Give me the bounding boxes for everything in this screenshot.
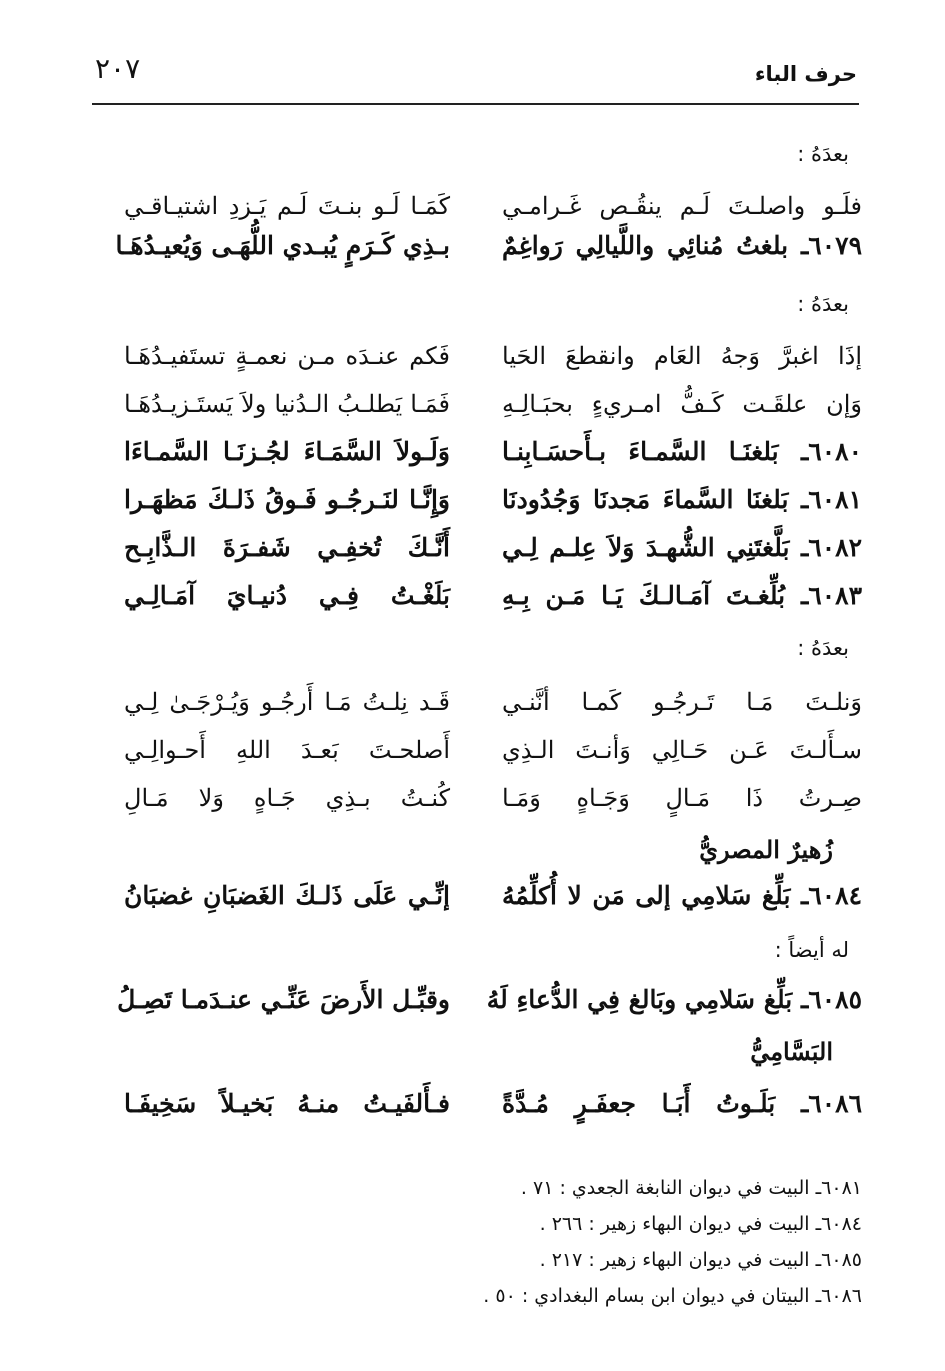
- verse-second-hemistich: وقبِّـل الأَرضَ عَنِّـي عنـدَمـا تَصِـلُ: [117, 985, 450, 1014]
- intro-label: بعدَهُ :: [797, 636, 849, 660]
- footnote: ٦٠٨١ـ البيت في ديوان النابغة الجعدي : ٧١ .: [520, 1177, 862, 1199]
- poet-name: زُهيرٌ المصريُّ: [699, 835, 833, 864]
- header-rule: [92, 103, 859, 105]
- verse-first-hemistich: سـأَلـتَ عَـن حَـالِي وَأنـتَ الـذِي: [502, 736, 862, 764]
- intro-label: بعدَهُ :: [797, 142, 849, 166]
- verse-line: [82, 336, 862, 376]
- verse-line-6081: [82, 480, 862, 520]
- verse-line: [82, 186, 862, 226]
- running-title: حرف الباء: [754, 62, 857, 86]
- verse-line-6082: [82, 528, 862, 568]
- verse-second-hemistich: إنِّـي عَلَى ذَلـكَ الغَضبَانِ غضبَانُ: [124, 881, 450, 910]
- verse-second-hemistich: وَلَـولاَ السَّمَـاءَ لجُـزنَـا السَّمـاءَا: [124, 437, 450, 466]
- verse-first-hemistich: إذَا اغبرَّ وَجهُ العَام وانقطعَ الحَيا: [502, 342, 862, 370]
- verse-line: [82, 730, 862, 770]
- verse-second-hemistich: وَإِنَّـا لنَـرجُـو فَـوقُ ذَلـكَ مَظهَـرا: [124, 485, 450, 514]
- verse-first-hemistich: ٦٠٨١ـ بَلغنَا السَّماءَ مَجدنَا وَجُدُودنَا: [502, 485, 862, 514]
- verse-second-hemistich: قَـد نِلـتُ مَـا أَرجُـو وَيُـرْجَـىٰ لِـي: [124, 688, 450, 716]
- verse-first-hemistich: وَنلـتَ مَـا تَـرجُـو كَمـا أنَّنـي: [502, 688, 862, 716]
- footnotes: [442, 1170, 862, 1314]
- footnote: ٦٠٨٥ـ البيت في ديوان البهاء زهير : ٢١٧ .: [539, 1249, 862, 1271]
- verse-first-hemistich: ٦٠٨٥ـ بَلِّغ سَلامِي وبَالغ فِي الدُّعاءِ لَهُ: [486, 985, 862, 1014]
- verse-line-6083: [82, 576, 862, 616]
- verse-line: [82, 384, 862, 424]
- verse-line-6084: [82, 876, 862, 916]
- verse-second-hemistich: أَنَّـكَ تُخفِـي شَفـرَةَ الـذَّابِـح: [124, 533, 450, 562]
- verse-first-hemistich: ٦٠٨٣ـ بُلِّغـتَ آمَـالـكَ يَـا مَـن بِـهِ: [502, 581, 862, 610]
- footnote: ٦٠٨٤ـ البيت في ديوان البهاء زهير : ٢٦٦ .: [539, 1213, 862, 1235]
- verse-second-hemistich: كَمَـا لَـو بنـتَ لَـم يَـزدِ اشتيـاقـي: [124, 192, 450, 220]
- verse-line-6080: [82, 432, 862, 472]
- verse-second-hemistich: فَمَـا يَطلـبُ الـدُنيا ولاَ يَستَـزيـدُهَـا: [124, 390, 450, 418]
- verse-first-hemistich: ٦٠٨٠ـ بَلغنَـا السَّمـاءَ بـأَحسَـابِنـا: [502, 437, 862, 466]
- verse-first-hemistich: ٦٠٨٢ـ بَلَّغتَنِي الشُّهـدَ وَلاَ عِلـم لِـي: [502, 533, 862, 562]
- verse-second-hemistich: فـأَلفَيـتُ منـهُ بَخيـلاً سَخِيفَـا: [124, 1089, 450, 1118]
- verse-first-hemistich: صِـرتُ ذَا مَـالٍ وَجَـاهٍ وَمَـا: [502, 784, 862, 812]
- verse-first-hemistich: ٦٠٨٤ـ بَلِّغ سَلامِي إلى مَن لا أُكلِّمُهُ: [502, 881, 862, 910]
- poet-name: البَسَّامِيُّ: [750, 1037, 833, 1066]
- verse-first-hemistich: فلَـو واصلـتَ لَـم ينقُـص غَـرامـي: [502, 192, 862, 220]
- verse-second-hemistich: فَكم عنـدَه مـن نعمـةٍ تستَفيـدُهَـا: [124, 342, 450, 370]
- verse-second-hemistich: كُنـتُ بـذِي جَـاهٍ وَلا مَـالِ: [124, 784, 450, 812]
- footnote: ٦٠٨٦ـ البيتان في ديوان ابن بسام البغدادي : ٥٠ .: [483, 1285, 862, 1307]
- verse-line: [82, 778, 862, 818]
- verse-second-hemistich: بـذِي كَـرَمٍ يُبـدي اللُّهَـى وَيُعيـدُهَـا: [115, 231, 450, 260]
- verse-second-hemistich: بَلَغْـتُ فِـي دُنيـايَ آمَـالِـي: [124, 581, 450, 610]
- intro-label: بعدَهُ :: [797, 292, 849, 316]
- page-number: ٢٠٧: [95, 52, 141, 85]
- verse-first-hemistich: ٦٠٧٩ـ بلغتُ مُنائِي واللَّيالِي رَواغِمٌ: [502, 231, 862, 260]
- intro-label: له أيضاً :: [774, 938, 849, 962]
- verse-first-hemistich: وَإن علقَـت كَـفُّ امـريءٍ بحبَـالِـهِ: [502, 390, 862, 418]
- verse-second-hemistich: أَصلحـتَ بَعـدَ اللهِ أَحـوالِـي: [124, 736, 450, 764]
- verse-line-6085: [82, 980, 862, 1020]
- verse-line-6086: [82, 1084, 862, 1124]
- verse-line-6079: [82, 226, 862, 266]
- verse-line: [82, 682, 862, 722]
- verse-first-hemistich: ٦٠٨٦ـ بَلَـوتُ أَبَـا جعفَـرٍ مُـدَّةً: [502, 1089, 862, 1118]
